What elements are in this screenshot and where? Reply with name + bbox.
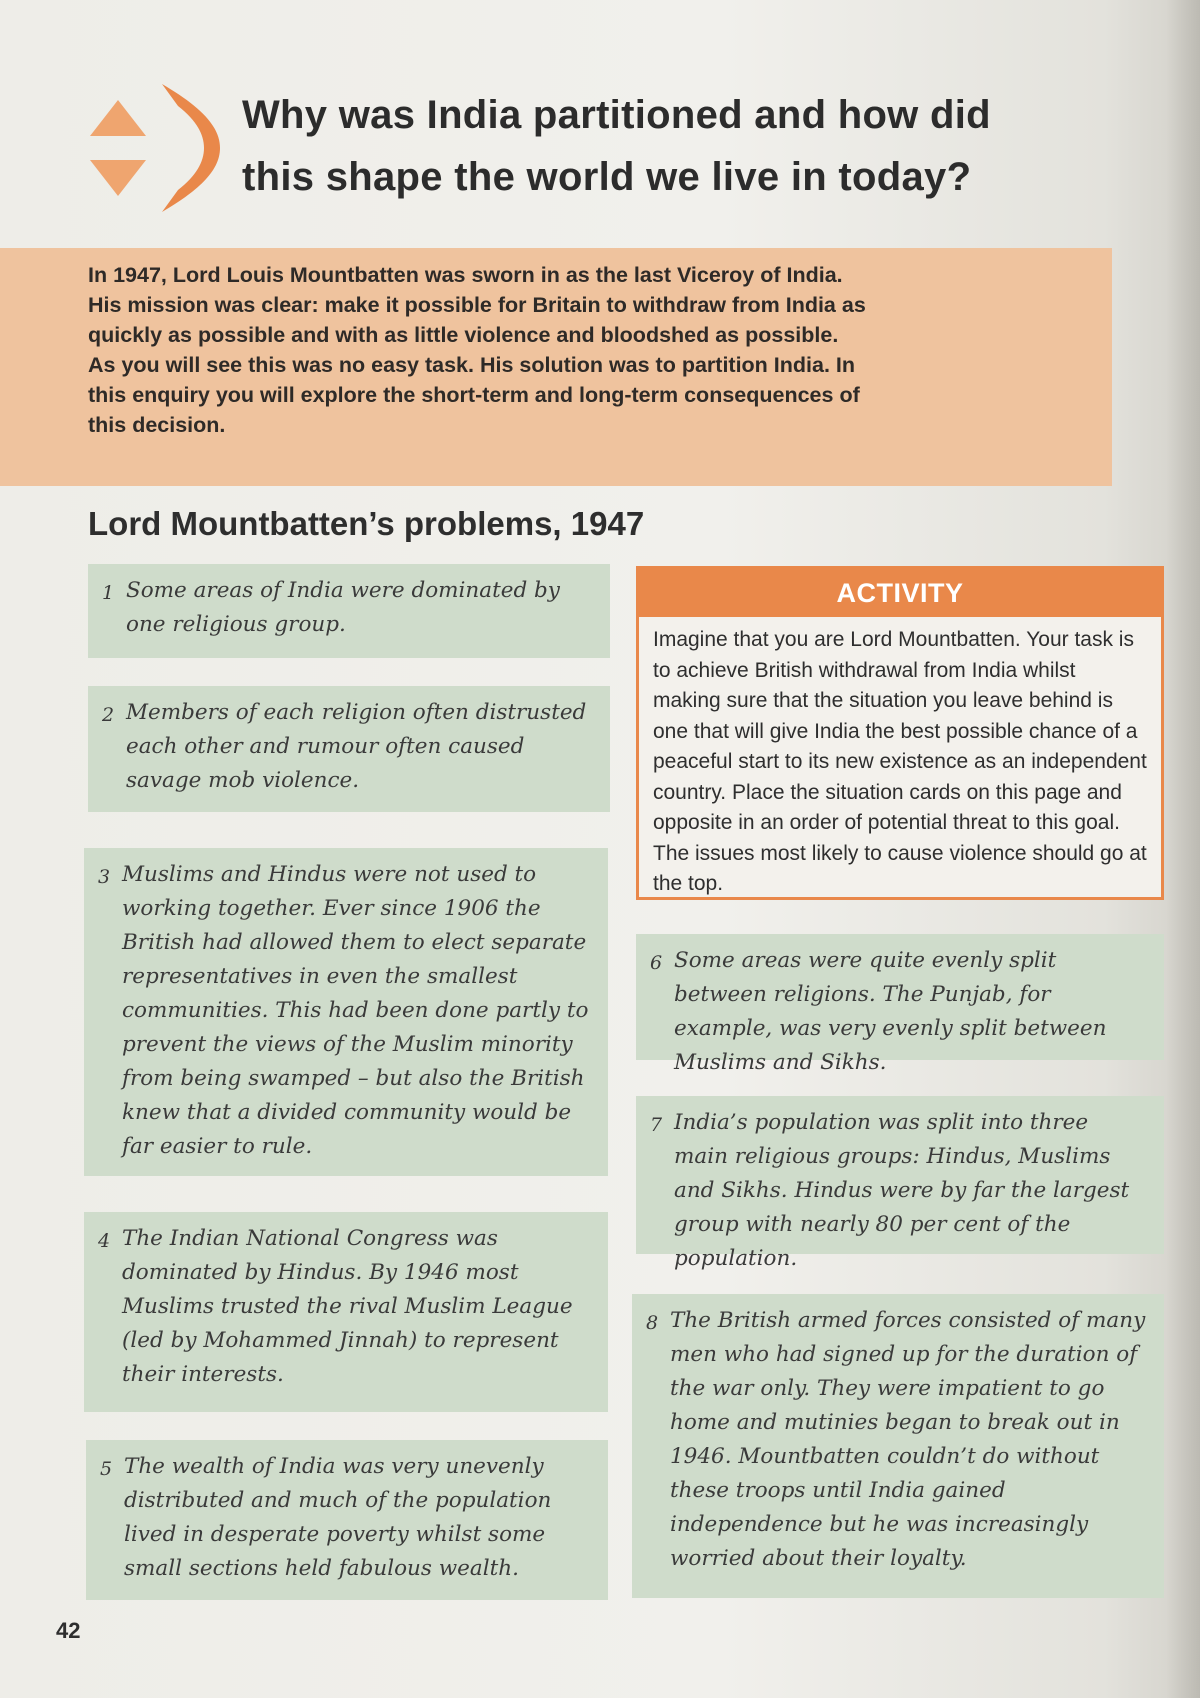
card-text: The Indian National Congress was dominated by Hindus. By 1946 most Muslims trusted the rival Muslim League (led by Mohammed Jinnah) to represent their interests.: [122, 1226, 573, 1387]
situation-card-4: [84, 1212, 608, 1412]
card-number: 2: [102, 704, 115, 726]
situation-card-1: [88, 564, 610, 658]
title-line-1: Why was India partitioned and how did: [242, 93, 991, 137]
card-number: 3: [98, 866, 111, 888]
activity-text: Imagine that you are Lord Mountbatten. Your task is to achieve British withdrawal from India whilst making sure that the situation you leave behind is one that will give India the best possible chance of a peaceful start to its new existence as an independent country. Place the situation cards on this page and opposite in an order of potential threat to this goal. The issues most likely to cause violence should go at the top.: [653, 628, 1147, 895]
card-number: 8: [646, 1312, 659, 1334]
card-number: 1: [102, 582, 115, 604]
card-text: Some areas were quite evenly split between religions. The Punjab, for example, was very evenly split between Muslims and Sikhs.: [674, 948, 1107, 1075]
situation-card-7: [636, 1096, 1164, 1271]
situation-card-5: [86, 1440, 608, 1600]
card-text: The wealth of India was very unevenly distributed and much of the population lived in desperate poverty whilst some small sections held fabulous wealth.: [124, 1454, 552, 1581]
card-text: The British armed forces consisted of many men who had signed up for the duration of the war only. They were impatient to go home and mutinies began to break out in 1946. Mountbatten couldn’t do without these troops until India gained independence but he was increasingly worried about their loyalty.: [670, 1308, 1146, 1571]
page-gutter-shadow: [1166, 0, 1200, 1698]
activity-box: [636, 566, 1164, 900]
activity-title: ACTIVITY: [639, 569, 1161, 617]
situation-card-3: [84, 848, 608, 1176]
card-number: 4: [98, 1230, 111, 1252]
page-title: [242, 84, 1142, 208]
card-number: 5: [100, 1458, 113, 1480]
intro-paragraph: In 1947, Lord Louis Mountbatten was sworn in as the last Viceroy of India. His mission was clear: make it possible for Britain to withdraw from India as quickly as possible and with as little violence and bloodshed as possible. As you will see this was no easy task. His solution was to partition India. In this enquiry you will explore the short-term and long-term consequences of this decision.: [88, 263, 866, 437]
title-line-2: this shape the world we live in today?: [242, 155, 972, 199]
up-down-arrows-chevron-icon: [84, 78, 224, 218]
card-number: 6: [650, 952, 663, 974]
card-text: Muslims and Hindus were not used to working together. Ever since 1906 the British had allowed them to elect separate representatives in even the smallest communities. This had been done partly to prevent the views of the Muslim minority from being swamped – but also the British knew that a divided community would be far easier to rule.: [122, 862, 589, 1159]
situation-card-6: [636, 934, 1164, 1075]
page-number: 42: [56, 1618, 81, 1643]
card-text: India’s population was split into three main religious groups: Hindus, Muslims and Sikhs. Hindus were by far the largest group with nearly 80 per cent of the population.: [674, 1110, 1130, 1271]
card-text: Some areas of India were dominated by one religious group.: [126, 578, 560, 637]
situation-card-2: [88, 686, 610, 812]
situation-card-8: [632, 1294, 1164, 1598]
card-text: Members of each religion often distrusted each other and rumour often caused savage mob violence.: [126, 700, 587, 793]
card-number: 7: [650, 1114, 663, 1136]
section-heading: Lord Mountbatten’s problems, 1947: [88, 505, 645, 542]
